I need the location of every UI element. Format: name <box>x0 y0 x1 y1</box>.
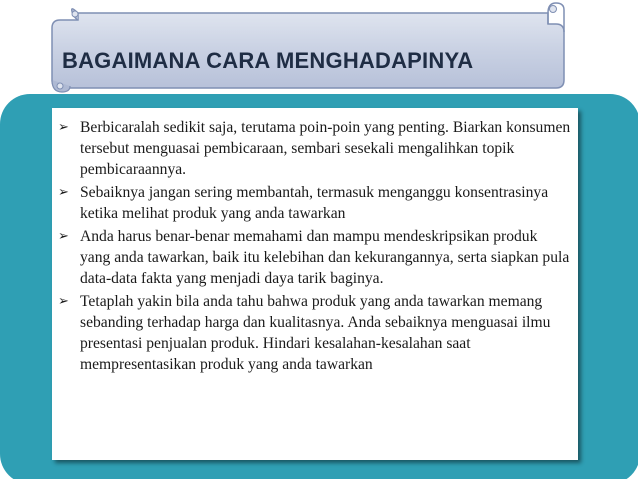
list-item <box>56 291 571 375</box>
bullet-text: Tetaplah yakin bila anda tahu bahwa produk yang anda tawarkan memang sebanding terhadap harga dan kualitasnya. Anda sebaiknya menguasai ilmu presentasi penjualan produk. Hindari kesalahan-kesalahan saat mempresentasikan produk yang anda tawarkan <box>80 293 551 373</box>
page-title: BAGAIMANA CARA MENGHADAPINYA <box>62 48 474 73</box>
bullet-list <box>56 117 571 377</box>
arrowhead-bullet-icon: ➢ <box>58 185 69 200</box>
arrowhead-bullet-icon: ➢ <box>58 294 69 309</box>
bullet-text: Anda harus benar-benar memahami dan mampu mendeskripsikan produk yang anda tawarkan, baik itu kelebihan dan kekurangannya, serta siapkan pula data-data fakta yang menjadi daya tarik baginya. <box>80 228 570 287</box>
arrowhead-bullet-icon: ➢ <box>58 229 69 244</box>
bullet-text: Berbicaralah sedikit saja, terutama poin-poin yang penting. Biarkan konsumen tersebut menguasai pembicaraan, sembari sesekali mengalihkan topik pembicaraannya. <box>80 119 571 178</box>
list-item <box>56 226 571 289</box>
list-item <box>56 117 571 180</box>
bullet-text: Sebaiknya jangan sering membantah, termasuk menganggu konsentrasinya ketika melihat produk yang anda tawarkan <box>80 184 549 222</box>
list-item <box>56 182 571 224</box>
arrowhead-bullet-icon: ➢ <box>58 120 69 135</box>
